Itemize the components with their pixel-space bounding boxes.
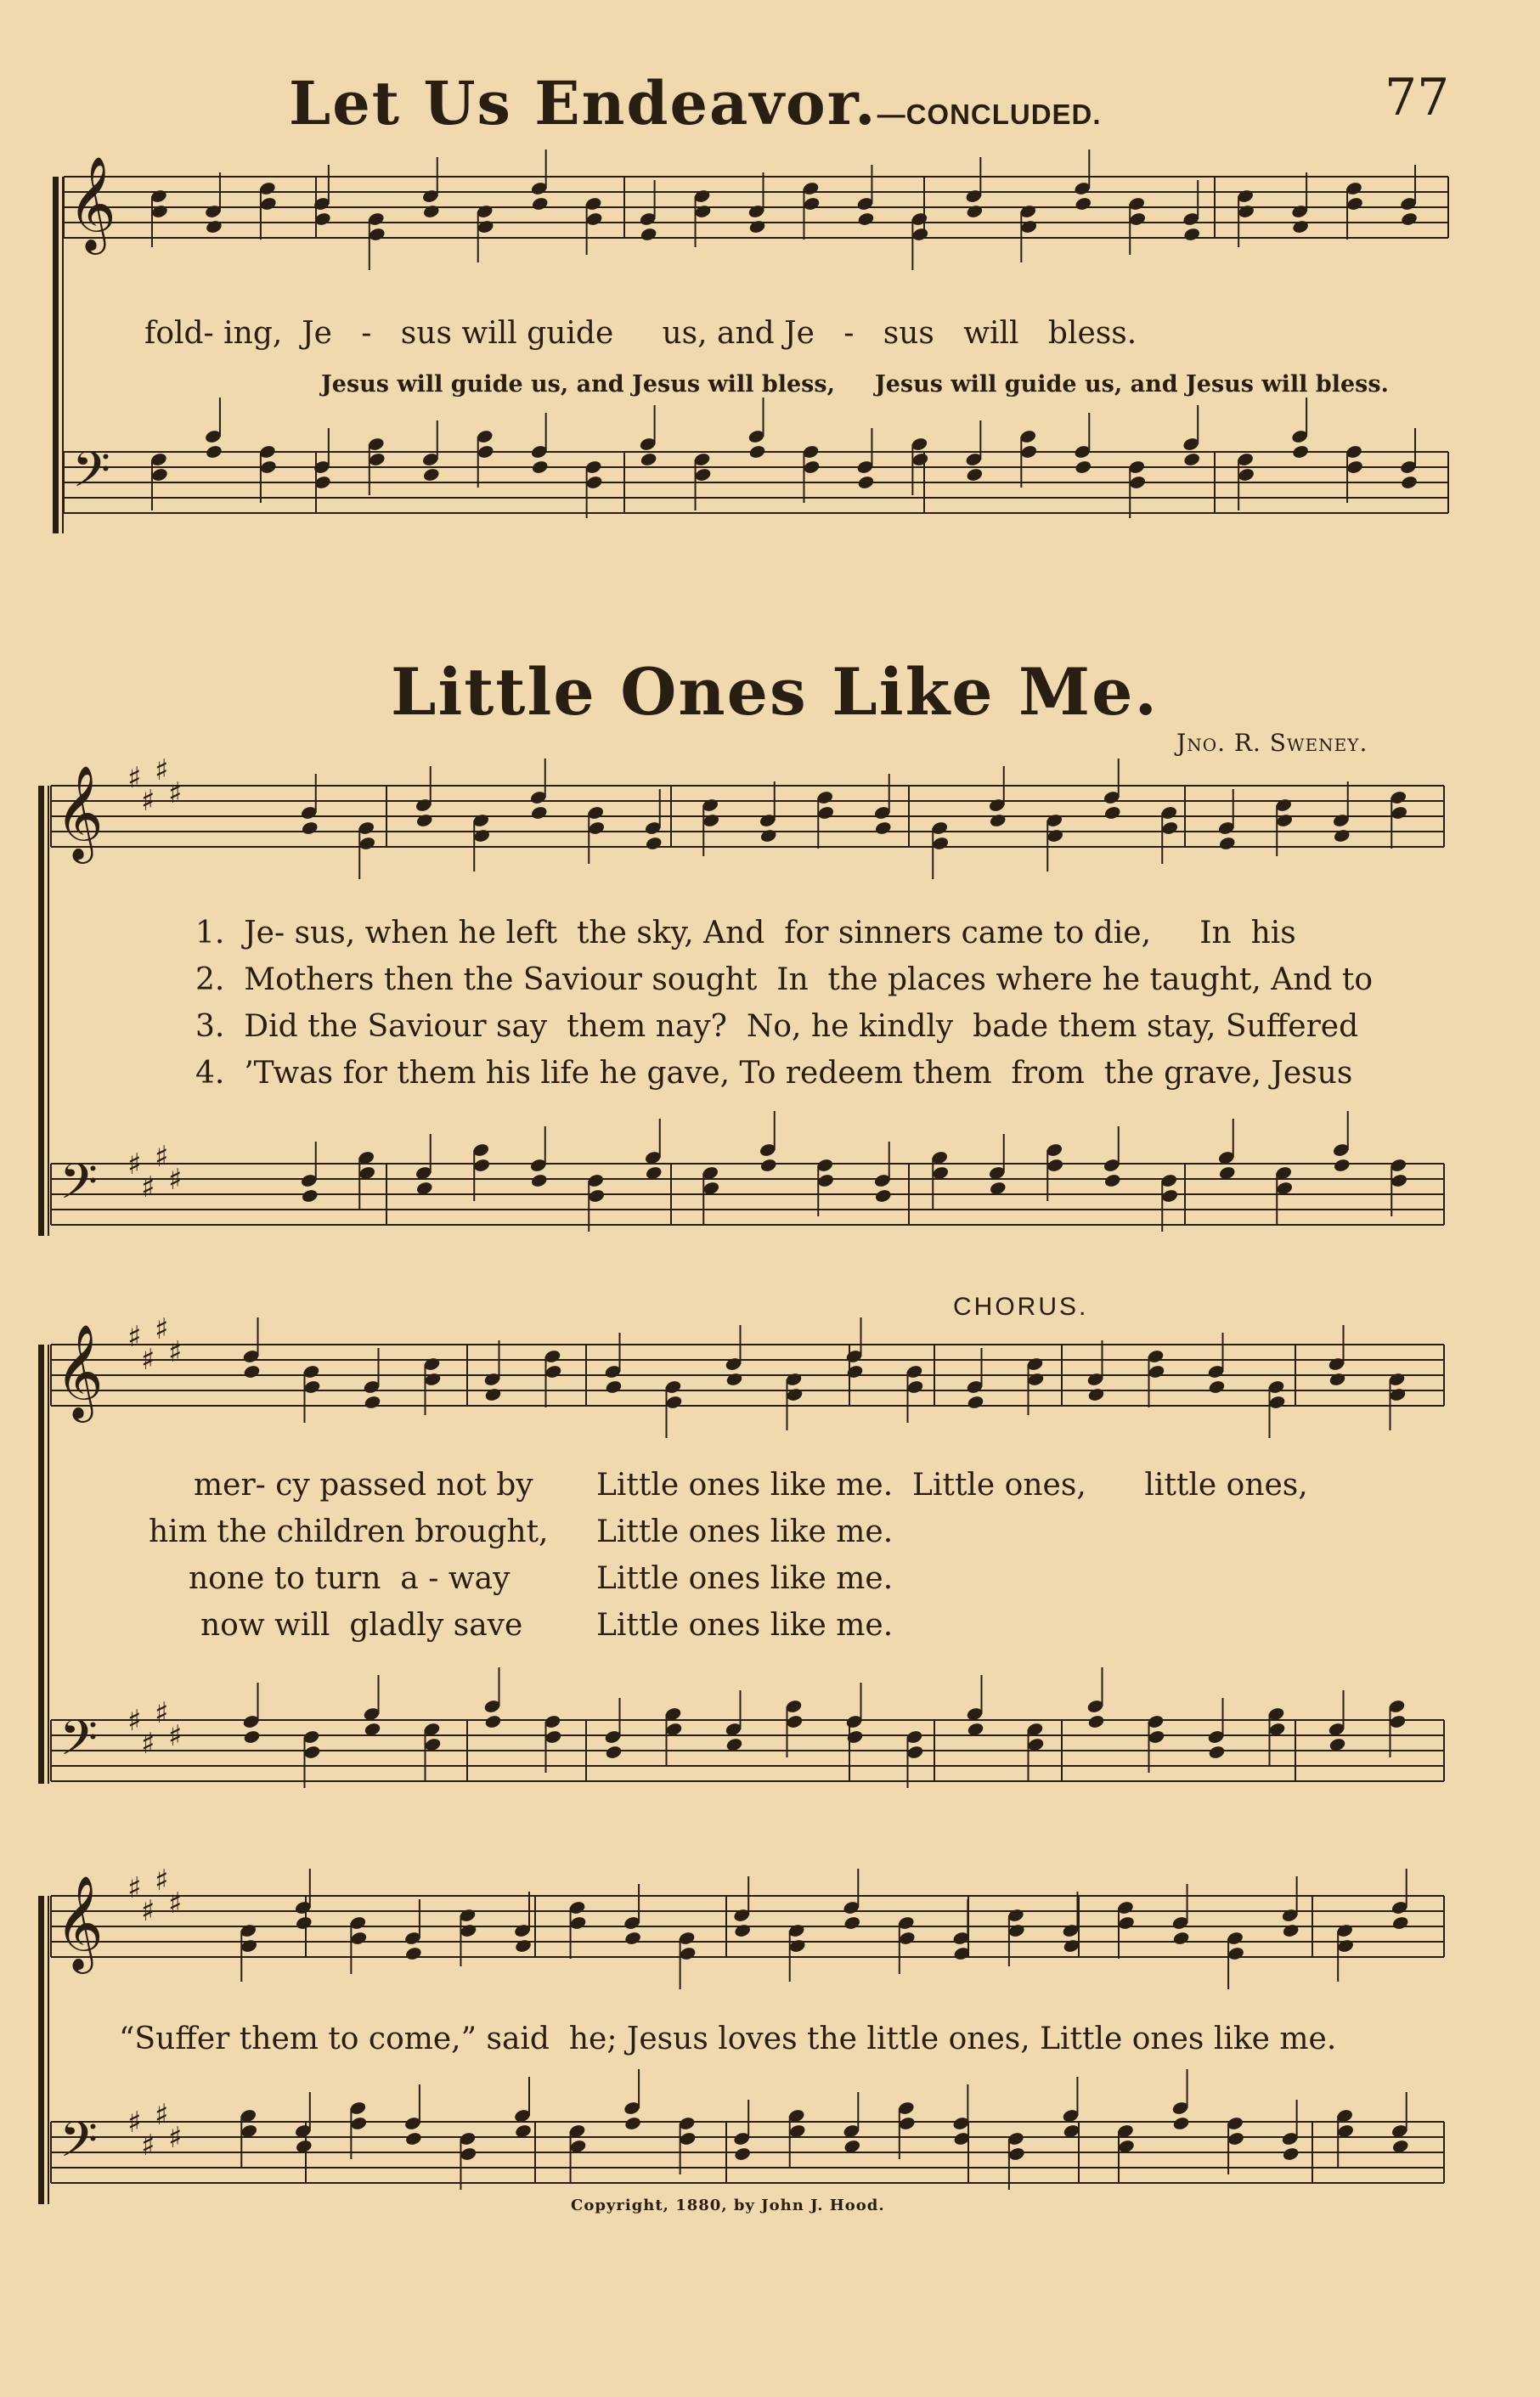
system-3-treble-note-head bbox=[243, 1364, 261, 1379]
verse-line-4: 4. ’Twas for them his life he gave, To redeem them from the grave, Jesus bbox=[195, 1056, 1353, 1091]
system-2-treble-note-head bbox=[702, 813, 720, 828]
system-4-treble-note-head bbox=[1063, 1938, 1080, 1954]
treble-clef-glyph: 𝄞 bbox=[55, 1323, 104, 1418]
system-2-treble-note-head bbox=[1276, 813, 1294, 828]
composer-credit: Jno. R. Sweney. bbox=[1176, 729, 1368, 757]
key-signature-sharp: ♯ bbox=[127, 2106, 142, 2140]
system-2-treble-note-head bbox=[530, 805, 548, 821]
system-3-bass-note-head bbox=[605, 1745, 623, 1760]
system-1-treble-note-head bbox=[803, 196, 821, 212]
system-2-bass-note-head bbox=[1103, 1173, 1121, 1188]
system-2-bass-note-head bbox=[473, 1158, 491, 1173]
system-4-bass-note-head bbox=[404, 2131, 422, 2146]
copyright-notice: Copyright, 1880, by John J. Hood. bbox=[571, 2197, 885, 2214]
system-4-bass-note-head bbox=[898, 2116, 916, 2131]
bass-clef-glyph: 𝄢 bbox=[59, 2111, 99, 2180]
system-2-treble-note-head bbox=[874, 821, 892, 836]
system-2-bass-note-head bbox=[1046, 1158, 1064, 1173]
system-3-treble-note-head bbox=[303, 1379, 321, 1395]
key-signature-sharp: ♯ bbox=[168, 776, 183, 810]
bass-clef-glyph: 𝄢 bbox=[59, 1153, 99, 1222]
system-1-treble-note-head bbox=[748, 219, 766, 234]
hymn-title-little-ones-like-me: Little Ones Like Me. bbox=[391, 654, 1159, 730]
key-signature-sharp: ♯ bbox=[168, 2121, 183, 2155]
system-2-treble-note-head bbox=[759, 828, 777, 843]
system-1-bass-note-head bbox=[1237, 467, 1255, 482]
system-1-treble-note-head bbox=[585, 212, 603, 227]
system-4-bass-note-head bbox=[1172, 2116, 1190, 2131]
system-4-treble-note-head bbox=[679, 1946, 697, 1961]
system-4-bass-note-head bbox=[1007, 2146, 1025, 2162]
system-4-treble-note-head bbox=[734, 1923, 752, 1938]
system-1-bass-note-head bbox=[1345, 460, 1363, 475]
final-lyric-line: “Suffer them to come,” said he; Jesus loves the little ones, Little ones like me. bbox=[119, 2022, 1337, 2056]
key-signature-sharp: ♯ bbox=[127, 1871, 142, 1905]
system-2-treble-note-head bbox=[473, 828, 491, 843]
system-1-bass-note-head bbox=[1183, 452, 1201, 467]
key-signature-sharp: ♯ bbox=[141, 1727, 155, 1761]
system-3-treble-note-head bbox=[906, 1379, 924, 1395]
system-3-treble-note-head bbox=[605, 1379, 623, 1395]
echo-lyric-line-section1: Jesus will guide us, and Jesus will bless, Jesus will guide us, and Jesus will bless. bbox=[321, 371, 1389, 398]
system-4-bass-note-head bbox=[350, 2116, 368, 2131]
system-4-treble-note-head bbox=[1117, 1915, 1135, 1931]
system-1-bass-note-head bbox=[1291, 444, 1309, 460]
system-3-bass-note-head bbox=[1148, 1729, 1165, 1745]
key-signature-sharp: ♯ bbox=[127, 761, 142, 795]
system-2-treble-note-head bbox=[588, 821, 606, 836]
system-1-treble-note-head bbox=[1400, 212, 1418, 227]
system-1-treble-note-head bbox=[1075, 196, 1092, 212]
system-3-bass-note-head bbox=[243, 1729, 261, 1745]
system-3-treble-note-head bbox=[665, 1395, 683, 1410]
system-3-bass-note-head bbox=[484, 1714, 502, 1729]
system-2-treble-note-head bbox=[645, 836, 663, 851]
system-1-bass-note-head bbox=[477, 444, 494, 460]
verse-ending-4: now will gladly save bbox=[200, 1608, 523, 1643]
system-3-treble-note-head bbox=[484, 1387, 502, 1402]
system-2-bass-note-head bbox=[301, 1188, 319, 1204]
verse-line-2: 2. Mothers then the Saviour sought In the places where he taught, And to bbox=[195, 962, 1374, 997]
key-signature-sharp: ♯ bbox=[155, 2098, 169, 2132]
system-3-treble-note-head bbox=[424, 1372, 442, 1387]
system-2-treble-note-head bbox=[1391, 805, 1408, 821]
system-1-treble-note-head bbox=[857, 212, 875, 227]
system-1-bass-note-head bbox=[911, 452, 929, 467]
system-3-treble-note-head bbox=[1328, 1372, 1346, 1387]
system-2-treble-note-head bbox=[301, 821, 319, 836]
system-1-treble-note-head bbox=[205, 219, 223, 234]
system-3-treble-note-head bbox=[1148, 1364, 1165, 1379]
system-1-bass-note-head bbox=[1075, 460, 1092, 475]
system-3-treble-note-head bbox=[725, 1372, 743, 1387]
system-1-treble-note-head bbox=[694, 204, 712, 219]
refrain-line-1: Little ones like me. Little ones, little ones, bbox=[596, 1468, 1308, 1503]
system-1-treble-note-head bbox=[150, 204, 168, 219]
system-1-brace bbox=[53, 177, 59, 533]
lyric-line-section1: fold- ing, Je - sus will guide us, and Je - sus will bless. bbox=[144, 316, 1137, 351]
system-1-treble-note-head bbox=[911, 227, 929, 242]
system-3-bass-note-head bbox=[1087, 1714, 1105, 1729]
key-signature-sharp: ♯ bbox=[168, 1719, 183, 1753]
system-2-treble-note-head bbox=[1333, 828, 1351, 843]
system-3-brace bbox=[38, 1345, 44, 1784]
system-1-bass-note-head bbox=[1129, 475, 1147, 490]
system-1-treble-note-head bbox=[1020, 219, 1038, 234]
system-1-treble-note-head bbox=[422, 204, 440, 219]
system-4-treble-note-head bbox=[898, 1931, 916, 1946]
system-4-bass-note-head bbox=[734, 2146, 752, 2162]
system-4-treble-note-head bbox=[1172, 1931, 1190, 1946]
system-2-bass-note-head bbox=[1391, 1173, 1408, 1188]
verse-line-1: 1. Je- sus, when he left the sky, And for sinners came to die, In his bbox=[195, 916, 1296, 950]
key-signature-sharp: ♯ bbox=[155, 1140, 169, 1174]
key-signature-sharp: ♯ bbox=[127, 1320, 142, 1354]
verse-ending-3: none to turn a - way bbox=[189, 1561, 511, 1596]
page-number: 77 bbox=[1385, 68, 1450, 127]
system-1-bass-note-head bbox=[966, 467, 984, 482]
refrain-line-2: Little ones like me. bbox=[596, 1514, 894, 1549]
key-signature-sharp: ♯ bbox=[127, 1148, 142, 1182]
system-4-treble-note-head bbox=[404, 1946, 422, 1961]
key-signature-sharp: ♯ bbox=[141, 1894, 155, 1928]
system-2-bass-note-head bbox=[1161, 1188, 1179, 1204]
system-1-bass-note-head bbox=[259, 460, 277, 475]
chorus-label: CHORUS. bbox=[953, 1293, 1089, 1321]
system-2-bass-note-head bbox=[817, 1173, 835, 1188]
system-4-treble-note-head bbox=[569, 1915, 587, 1931]
system-3-bass-note-head bbox=[544, 1729, 562, 1745]
system-1-treble-note-head bbox=[1237, 204, 1255, 219]
system-3-treble-note-head bbox=[786, 1387, 804, 1402]
system-1-bass-note-head bbox=[694, 467, 712, 482]
system-1-treble-note-head bbox=[1129, 212, 1147, 227]
bass-clef-glyph: 𝄢 bbox=[72, 441, 111, 510]
system-3-bass-note-head bbox=[303, 1745, 321, 1760]
system-3-bass-note-head bbox=[1389, 1714, 1407, 1729]
system-4-treble-note-head bbox=[843, 1915, 861, 1931]
key-signature-sharp: ♯ bbox=[155, 753, 169, 787]
key-signature-sharp: ♯ bbox=[155, 1696, 169, 1730]
system-4-brace bbox=[38, 1896, 44, 2204]
treble-clef-glyph: 𝄞 bbox=[55, 764, 104, 860]
system-4-bass-note-head bbox=[460, 2146, 477, 2162]
key-signature-sharp: ♯ bbox=[155, 1864, 169, 1898]
system-4-treble-note-head bbox=[623, 1931, 641, 1946]
treble-clef-glyph: 𝄞 bbox=[55, 1875, 104, 1970]
system-1-treble-note-head bbox=[477, 219, 494, 234]
bass-clef-glyph: 𝄢 bbox=[59, 1709, 99, 1779]
key-signature-sharp: ♯ bbox=[168, 1335, 183, 1369]
refrain-line-4: Little ones like me. bbox=[596, 1608, 894, 1643]
system-1-treble-note-head bbox=[531, 196, 549, 212]
system-1-bass-note-head bbox=[368, 452, 386, 467]
system-1-treble-note-head bbox=[1345, 196, 1363, 212]
system-1-treble-note-head bbox=[1291, 219, 1309, 234]
system-1-bass-note-head bbox=[1400, 475, 1418, 490]
system-4-bass-note-head bbox=[1227, 2131, 1244, 2146]
system-4-treble-note-head bbox=[460, 1923, 477, 1938]
system-4-bass-note-head bbox=[1282, 2146, 1300, 2162]
system-1-bass-note-head bbox=[803, 460, 821, 475]
system-3-treble-note-head bbox=[364, 1395, 381, 1410]
system-4-treble-note-head bbox=[240, 1938, 258, 1954]
system-3-treble-note-head bbox=[967, 1395, 984, 1410]
system-4-treble-note-head bbox=[1337, 1938, 1355, 1954]
verse-ending-2: him the children brought, bbox=[149, 1514, 549, 1549]
verse-line-3: 3. Did the Saviour say them nay? No, he kindly bade them stay, Suffered bbox=[195, 1009, 1359, 1044]
system-2-treble-note-head bbox=[1046, 828, 1064, 843]
system-1-treble-note-head bbox=[640, 227, 657, 242]
key-signature-sharp: ♯ bbox=[127, 1704, 142, 1738]
system-2-bass-note-head bbox=[588, 1188, 606, 1204]
system-4-treble-note-head bbox=[1391, 1915, 1409, 1931]
system-3-treble-note-head bbox=[1268, 1395, 1286, 1410]
system-4-treble-note-head bbox=[1227, 1946, 1244, 1961]
system-4-bass-note-head bbox=[679, 2131, 697, 2146]
system-2-brace bbox=[38, 786, 44, 1236]
system-1-bass-note-head bbox=[150, 467, 168, 482]
system-1-bass-note-head bbox=[585, 475, 603, 490]
system-1-treble-note-head bbox=[1183, 227, 1201, 242]
system-2-treble-note-head bbox=[932, 836, 950, 851]
system-4-treble-note-head bbox=[514, 1938, 532, 1954]
key-signature-sharp: ♯ bbox=[141, 1343, 155, 1377]
key-signature-sharp: ♯ bbox=[141, 1170, 155, 1204]
system-1-treble-note-head bbox=[368, 227, 386, 242]
key-signature-sharp: ♯ bbox=[141, 2129, 155, 2163]
system-4-treble-note-head bbox=[788, 1938, 806, 1954]
system-4-treble-note-head bbox=[350, 1931, 368, 1946]
system-1-bass-note-head bbox=[748, 444, 766, 460]
system-2-treble-note-head bbox=[1218, 836, 1236, 851]
system-2-bass-note-head bbox=[530, 1173, 548, 1188]
hymn-title-text: Let Us Endeavor. bbox=[289, 68, 877, 138]
verse-ending-1: mer- cy passed not by bbox=[194, 1468, 533, 1503]
system-3-bass-note-head bbox=[1208, 1745, 1226, 1760]
key-signature-sharp: ♯ bbox=[168, 1887, 183, 1920]
system-1-bass-note-head bbox=[205, 444, 223, 460]
system-3-treble-note-head bbox=[1389, 1387, 1407, 1402]
system-3-treble-note-head bbox=[1087, 1387, 1105, 1402]
system-2-treble-note-head bbox=[415, 813, 433, 828]
system-3-bass-note-head bbox=[786, 1714, 804, 1729]
system-1-bass-note-head bbox=[531, 460, 549, 475]
system-1-bass-note-head bbox=[640, 452, 657, 467]
system-2-treble-note-head bbox=[1103, 805, 1121, 821]
system-2-treble-note-head bbox=[989, 813, 1007, 828]
refrain-line-3: Little ones like me. bbox=[596, 1561, 894, 1596]
system-1-treble-note-head bbox=[966, 204, 984, 219]
system-4-bass-note-head bbox=[623, 2116, 641, 2131]
system-2-bass-note-head bbox=[1333, 1158, 1351, 1173]
key-signature-sharp: ♯ bbox=[155, 1312, 169, 1346]
system-3-treble-note-head bbox=[544, 1364, 562, 1379]
system-2-treble-note-head bbox=[817, 805, 835, 821]
hymn-subtitle: —CONCLUDED. bbox=[877, 99, 1102, 130]
system-3-treble-note-head bbox=[1027, 1372, 1045, 1387]
system-4-treble-note-head bbox=[1007, 1923, 1025, 1938]
system-1-bass-note-head bbox=[857, 475, 875, 490]
system-3-bass-note-head bbox=[906, 1745, 924, 1760]
treble-clef-glyph: 𝄞 bbox=[68, 155, 116, 251]
system-2-bass-note-head bbox=[759, 1158, 777, 1173]
system-3-treble-note-head bbox=[1208, 1379, 1226, 1395]
system-4-treble-note-head bbox=[295, 1915, 313, 1931]
key-signature-sharp: ♯ bbox=[168, 1163, 183, 1197]
system-2-treble-note-head bbox=[1161, 821, 1179, 836]
system-1-treble-note-head bbox=[259, 196, 277, 212]
system-2-treble-note-head bbox=[358, 836, 376, 851]
key-signature-sharp: ♯ bbox=[141, 784, 155, 818]
system-1-bass-note-head bbox=[422, 467, 440, 482]
system-4-treble-note-head bbox=[1282, 1923, 1300, 1938]
system-1-bass-note-head bbox=[1020, 444, 1038, 460]
system-2-bass-note-head bbox=[874, 1188, 892, 1204]
hymn-title-let-us-endeavor bbox=[289, 68, 1102, 138]
